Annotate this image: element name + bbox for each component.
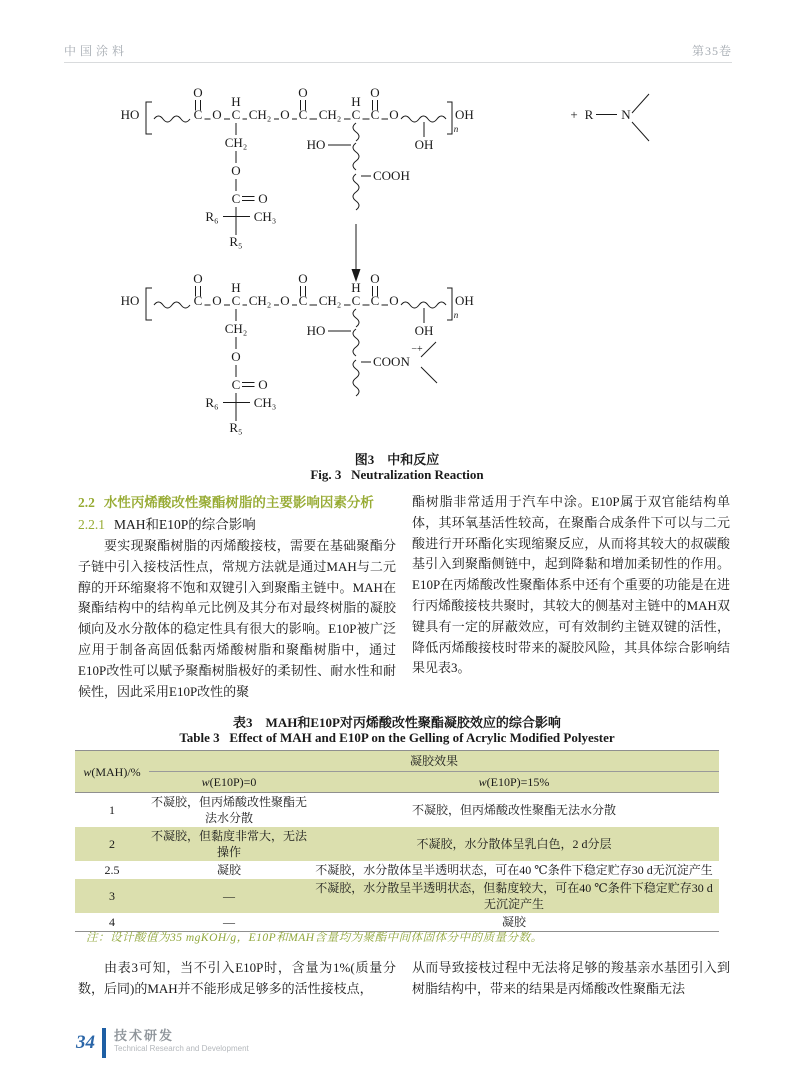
atom-label: C	[351, 293, 361, 308]
section-heading-2-2	[78, 492, 396, 514]
cell-e0: 凝胶	[216, 863, 241, 877]
atom-label: O	[193, 271, 203, 286]
atom-label: OH	[455, 107, 474, 122]
atom-label: HO	[306, 137, 326, 152]
atom-label: C	[193, 293, 203, 308]
cell-e0: 不凝胶，但黏度非常大，无法操作	[151, 829, 308, 859]
cell-e15: 不凝胶，水分散体呈乳白色，2 d分层	[416, 837, 612, 851]
table-row	[75, 879, 719, 913]
ammonium-salt-lines	[421, 342, 437, 383]
figure-caption-cn: 图3 中和反应	[354, 452, 440, 467]
atom-label: CH₂	[318, 107, 342, 122]
table-footnote: 注：设计酸值为35 mgKOH/g，E10P和MAH含量均为聚酯中间体固体分中的质量分数。	[86, 932, 543, 944]
atom-label: HO	[120, 293, 140, 308]
left-column	[78, 492, 396, 702]
atom-label: O	[389, 293, 399, 308]
column-header-mah: w(MAH)/%	[75, 751, 149, 793]
atom-label: R₆	[205, 395, 219, 410]
paragraph: 从而导致接枝过程中无法将足够的羧基亲水基团引入到树脂结构中，带来的结果是丙烯酸改性聚酯无法	[412, 960, 730, 996]
cell-e0: —	[223, 889, 235, 903]
atom-label: C	[231, 293, 241, 308]
atom-label: CH₂	[248, 107, 272, 122]
subheader-e10p-15: w(E10P)=15%	[309, 772, 719, 793]
atom-label: C	[370, 107, 380, 122]
volume-label: 第35卷	[691, 44, 732, 58]
atom-label: C	[298, 107, 308, 122]
table-row	[75, 861, 719, 879]
section-heading-2-2-1	[78, 514, 396, 536]
atom-label: O	[212, 107, 222, 122]
atom-label: O	[280, 107, 290, 122]
atom-label: O	[298, 271, 308, 286]
atom-label: COON	[373, 354, 410, 369]
chemical-structure-figure	[70, 86, 730, 448]
footer-divider-bar	[102, 1028, 106, 1058]
right-column	[412, 492, 730, 702]
atom-label: −+	[411, 344, 423, 355]
atom-label: C	[193, 107, 203, 122]
atom-label: O	[298, 86, 308, 100]
figure-caption-en: Fig. 3 Neutralization Reaction	[310, 467, 484, 482]
right-column	[412, 958, 730, 1000]
atom-label: N	[621, 107, 631, 122]
atom-label: H	[351, 280, 361, 295]
footer-department-cn: 技术研发	[114, 1028, 175, 1043]
atom-label: O	[370, 271, 380, 286]
atom-label: H	[231, 280, 241, 295]
atom-label: n	[453, 124, 459, 134]
atom-label: O	[389, 107, 399, 122]
footer-department	[114, 1028, 249, 1054]
paragraph: 要实现聚酯树脂的丙烯酸接枝，需要在基础聚酯分子链中引入接枝活性点，常规方法就是通过MAH与二元醇的开环缩聚将不饱和双键引入到聚酯主链中。MAH在聚酯结构中的结构单元比例及其分布对最终树脂的凝胶倾向及水分散体的稳定性具有很大的影响。E10P被广泛应用于制备高固低黏丙烯酸树脂和聚酯树脂中，通过E10P改性可以赋予聚酯树脂极好的柔韧性、耐水性和耐候性，因此采用E10P改性的聚	[78, 538, 396, 699]
atom-label: O	[231, 163, 241, 178]
atom-label: C	[231, 191, 241, 206]
atom-label: C	[370, 293, 380, 308]
amine-and-arrow-lines	[352, 94, 650, 282]
cell-e15: 不凝胶，水分散呈半透明状态，但黏度较大，可在40 ℃条件下稳定贮存30 d无沉淀产生	[315, 881, 713, 911]
atom-label: O	[280, 293, 290, 308]
atom-label: O	[193, 86, 203, 100]
atom-label: +	[570, 107, 578, 122]
neutralization-reaction-diagram	[70, 86, 730, 448]
atom-label: COOH	[373, 168, 410, 183]
atom-label: OH	[455, 293, 474, 308]
atom-label: O	[370, 86, 380, 100]
atom-label: C	[231, 377, 241, 392]
paragraph: 酯树脂非常适用于汽车中涂。E10P属于双官能结构单体，其环氧基活性较高，在聚酯合成条件下可以与二元酸进行开环酯化实现缩聚反应，从而将其较大的叔碳酸基引入到聚酯侧链中，起到降黏和增加柔韧性的作用。E10P在丙烯酸改性聚酯体系中还有个重要的功能是在进行丙烯酸接枝共聚时，其较大的侧基对主链中的MAH双键具有一定的屏蔽效应，可有效制约主链双键的活性，降低丙烯酸接枝时带来的凝胶风险，其具体综合影响结果见表3。	[412, 494, 730, 676]
atom-label: CH₂	[224, 135, 248, 150]
atom-label: CH₃	[253, 395, 277, 410]
cell-e0: —	[223, 915, 235, 929]
cell-mah: 3	[109, 889, 115, 903]
table-title-en: Table 3 Effect of MAH and E10P on the Gelling of Acrylic Modified Polyester	[179, 730, 615, 745]
atom-label: n	[453, 310, 459, 320]
paragraph: 由表3可知，当不引入E10P时，含量为1%(质量分数，后同)的MAH并不能形成足够多的活性接枝点，	[78, 960, 396, 996]
cell-mah: 2	[109, 837, 115, 851]
cell-mah: 1	[109, 803, 115, 817]
cell-e0: 不凝胶，但丙烯酸改性聚酯无法水分散	[151, 795, 308, 825]
atom-label: C	[231, 107, 241, 122]
cell-e15: 凝胶	[502, 915, 527, 929]
atom-label: O	[258, 191, 268, 206]
left-column	[78, 958, 396, 1000]
atom-label: R₅	[229, 234, 243, 249]
atom-label: HO	[306, 323, 326, 338]
section-number: 2.2	[78, 495, 95, 510]
atom-label: O	[258, 377, 268, 392]
atom-label: O	[231, 349, 241, 364]
subsection-title: MAH和E10P的综合影响	[114, 517, 256, 532]
cell-mah: 4	[109, 915, 115, 929]
atom-label: OH	[414, 323, 434, 338]
atom-label: R₅	[229, 420, 243, 435]
journal-name: 中国涂料	[64, 44, 129, 58]
atom-label: CH₂	[318, 293, 342, 308]
atom-label: HO	[120, 107, 140, 122]
atom-label: R	[584, 107, 594, 122]
group-header-gel-effect: 凝胶效果	[149, 751, 719, 772]
body-columns-bottom	[78, 958, 730, 1000]
page-footer	[76, 1028, 249, 1062]
atom-label: CH₃	[253, 209, 277, 224]
atom-label: C	[351, 107, 361, 122]
gel-effect-table	[75, 750, 719, 932]
atom-label: R₆	[205, 209, 219, 224]
atom-label: OH	[414, 137, 434, 152]
subheader-e10p-0: w(E10P)=0	[149, 772, 309, 793]
atom-label: C	[298, 293, 308, 308]
atom-label: O	[212, 293, 222, 308]
cell-mah: 2.5	[104, 863, 120, 877]
cell-e15: 不凝胶，水分散体呈半透明状态，可在40 ℃条件下稳定贮存30 d无沉淀产生	[315, 863, 713, 877]
table-row	[75, 827, 719, 861]
cell-e15: 不凝胶，但丙烯酸改性聚酯无法水分散	[412, 803, 617, 817]
atom-label: H	[231, 94, 241, 109]
table-title-cn: 表3 MAH和E10P对丙烯酸改性聚酯凝胶效应的综合影响	[233, 715, 561, 730]
table-row	[75, 793, 719, 828]
subsection-number: 2.2.1	[78, 517, 105, 532]
atom-labels	[121, 86, 632, 435]
atom-label: CH₂	[248, 293, 272, 308]
body-columns-top	[78, 492, 730, 702]
atom-label: CH₂	[224, 321, 248, 336]
atom-label: H	[351, 94, 361, 109]
page-header	[64, 42, 732, 63]
footer-department-en: Technical Research and Development	[114, 1044, 249, 1053]
section-title: 水性丙烯酸改性聚酯树脂的主要影响因素分析	[103, 495, 374, 510]
footer-page-number: 34	[76, 1032, 95, 1053]
